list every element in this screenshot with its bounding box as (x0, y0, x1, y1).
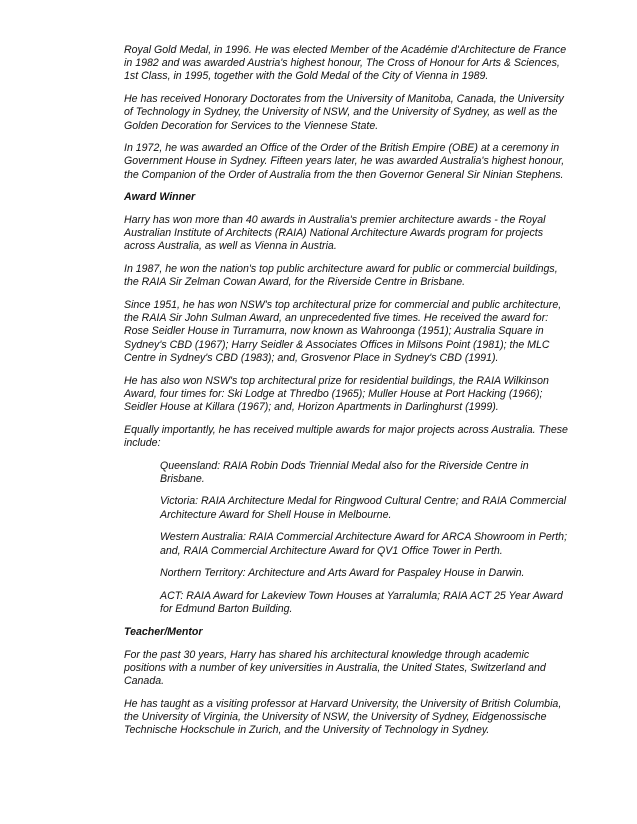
paragraph-royal-gold-medal: Royal Gold Medal, in 1996. He was elected Member of the Académie d'Architecture de France in 1982 and was awarded Austria's highest honour, The Cross of Honour for Arts & Sciences, 1st Class, in 1995, together with the Gold Medal of the City of Vienna in 1989. (124, 44, 567, 83)
section-heading-teacher-mentor: Teacher/Mentor (124, 625, 203, 638)
paragraph-honorary-doctorates: He has received Honorary Doctorates from the University of Manitoba, Canada, the University of Technology in Sydney, the University of NSW, and the University of Sydney, as well as the Golden Decoration for Services to the Viennese State. (124, 93, 564, 132)
list-item-act: ACT: RAIA Award for Lakeview Town Houses at Yarralumla; RAIA ACT 25 Year Award for Edmund Barton Building. (160, 590, 563, 616)
list-item-victoria: Victoria: RAIA Architecture Medal for Ringwood Cultural Centre; and RAIA Commercial Architecture Award for Shell House in Melbourne. (160, 495, 567, 521)
paragraph-zelman-cowan: In 1987, he won the nation's top public architecture award for public or commercial buildings, the RAIA Sir Zelman Cowan Award, for the Riverside Centre in Brisbane. (124, 263, 558, 289)
list-item-northern-territory: Northern Territory: Architecture and Arts Award for Paspaley House in Darwin. (160, 567, 525, 580)
paragraph-multiple-awards: Equally importantly, he has received multiple awards for major projects across Australia. These include: (124, 423, 568, 449)
paragraph-wilkinson-award: He has also won NSW's top architectural prize for residential buildings, the RAIA Wilkinson Award, four times for: Ski Lodge at Thredbo (1965); Muller House at Port Hacking (1966); Seidler House at Killara (1967); and, Horizon Apartments in Darlinghurst (1999). (124, 374, 549, 413)
paragraph-raia-awards: Harry has won more than 40 awards in Australia's premier architecture awards - the Royal Australian Institute of Architects (RAIA) National Architecture Awards program for projects across Australia, as well as Vienna in Austria. (124, 214, 546, 253)
list-item-western-australia: Western Australia: RAIA Commercial Architecture Award for ARCA Showroom in Perth; and, RAIA Commercial Architecture Award for QV1 Office Tower in Perth. (160, 531, 568, 557)
paragraph-sulman-award: Since 1951, he has won NSW's top architectural prize for commercial and public architecture, the RAIA Sir John Sulman Award, an unprecedented five times. He received the award for: Rose Seidler House in Turramurra, now known as Wahroonga (1951); Australia Square in Sydney's CBD (1967); Harry Seidler & Associates Offices in Milsons Point (1981); the MLC Centre in Sydney's CBD (1983); and, Grosvenor Place in Sydney's CBD (1991). (124, 299, 562, 364)
paragraph-visiting-professor: He has taught as a visiting professor at Harvard University, the University of British Columbia, the University of Virginia, the University of NSW, the University of Sydney, Eidgenossische Technische Hockschule in Zurich, and the University of Technology in Sydney. (124, 697, 562, 737)
list-item-queensland: Queensland: RAIA Robin Dods Triennial Medal also for the Riverside Centre in Brisbane. (160, 459, 529, 485)
paragraph-academic-positions: For the past 30 years, Harry has shared his architectural knowledge through academic positions with a number of key universities in Australia, the United States, Switzerland and Canada. (124, 648, 546, 688)
section-heading-award-winner: Award Winner (124, 191, 196, 204)
paragraph-obe: In 1972, he was awarded an Office of the Order of the British Empire (OBE) at a ceremony in Government House in Sydney. Fifteen years later, he was awarded Australia's highest honour, the Companion of the Order of Australia from the then Governor General Sir Ninian Stephens. (124, 142, 565, 181)
document-page (124, 44, 568, 747)
